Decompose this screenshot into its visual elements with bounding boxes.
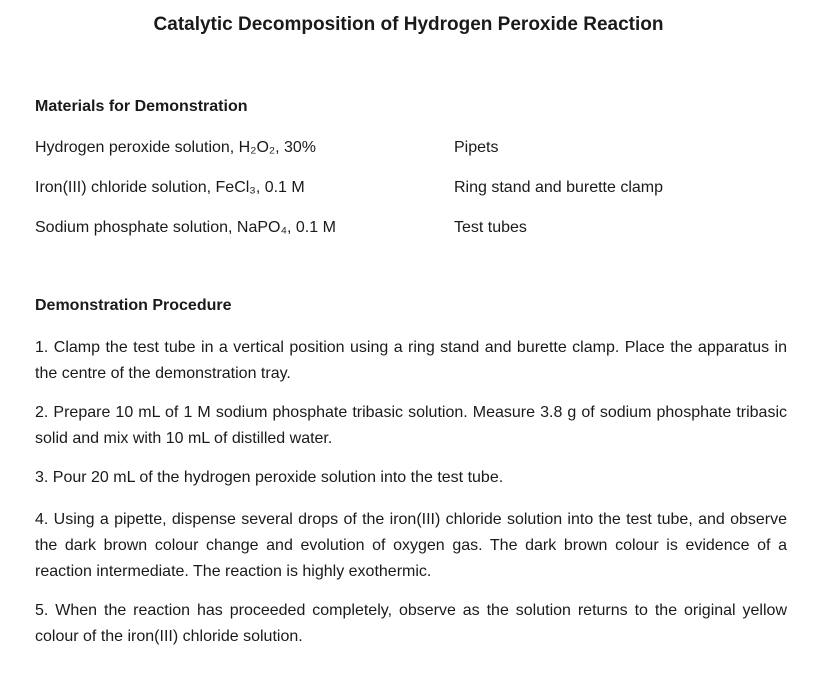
material-item: Sodium phosphate solution, NaPO₄, 0.1 M: [35, 219, 336, 236]
procedure-step: 1. Clamp the test tube in a vertical position using a ring stand and burette clamp. Place the apparatus in the centre of the demonstration tray.: [35, 339, 787, 382]
equipment-item: Test tubes: [454, 219, 527, 236]
materials-heading: Materials for Demonstration: [35, 98, 248, 115]
material-item: Hydrogen peroxide solution, H₂O₂, 30%: [35, 139, 317, 156]
page-title: Catalytic Decomposition of Hydrogen Peroxide Reaction: [153, 14, 664, 35]
procedure-step: 5. When the reaction has proceeded completely, observe as the solution returns to the original yellow colour of the iron(III) chloride solution.: [35, 602, 787, 645]
procedure-step: 4. Using a pipette, dispense several drops of the iron(III) chloride solution into the test tube, and observe the dark brown colour change and evolution of oxygen gas. The dark brown colour is evidence of a reaction intermediate. The reaction is highly exothermic.: [35, 511, 787, 580]
procedure-step: 2. Prepare 10 mL of 1 M sodium phosphate tribasic solution. Measure 3.8 g of sodium phosphate tribasic solid and mix with 10 mL of distilled water.: [35, 404, 787, 447]
material-item: Iron(III) chloride solution, FeCl₃, 0.1 M: [35, 179, 305, 196]
procedure-heading: Demonstration Procedure: [35, 297, 232, 314]
equipment-item: Ring stand and burette clamp: [454, 179, 664, 196]
procedure-step: 3. Pour 20 mL of the hydrogen peroxide solution into the test tube.: [35, 469, 504, 486]
equipment-item: Pipets: [454, 139, 499, 156]
